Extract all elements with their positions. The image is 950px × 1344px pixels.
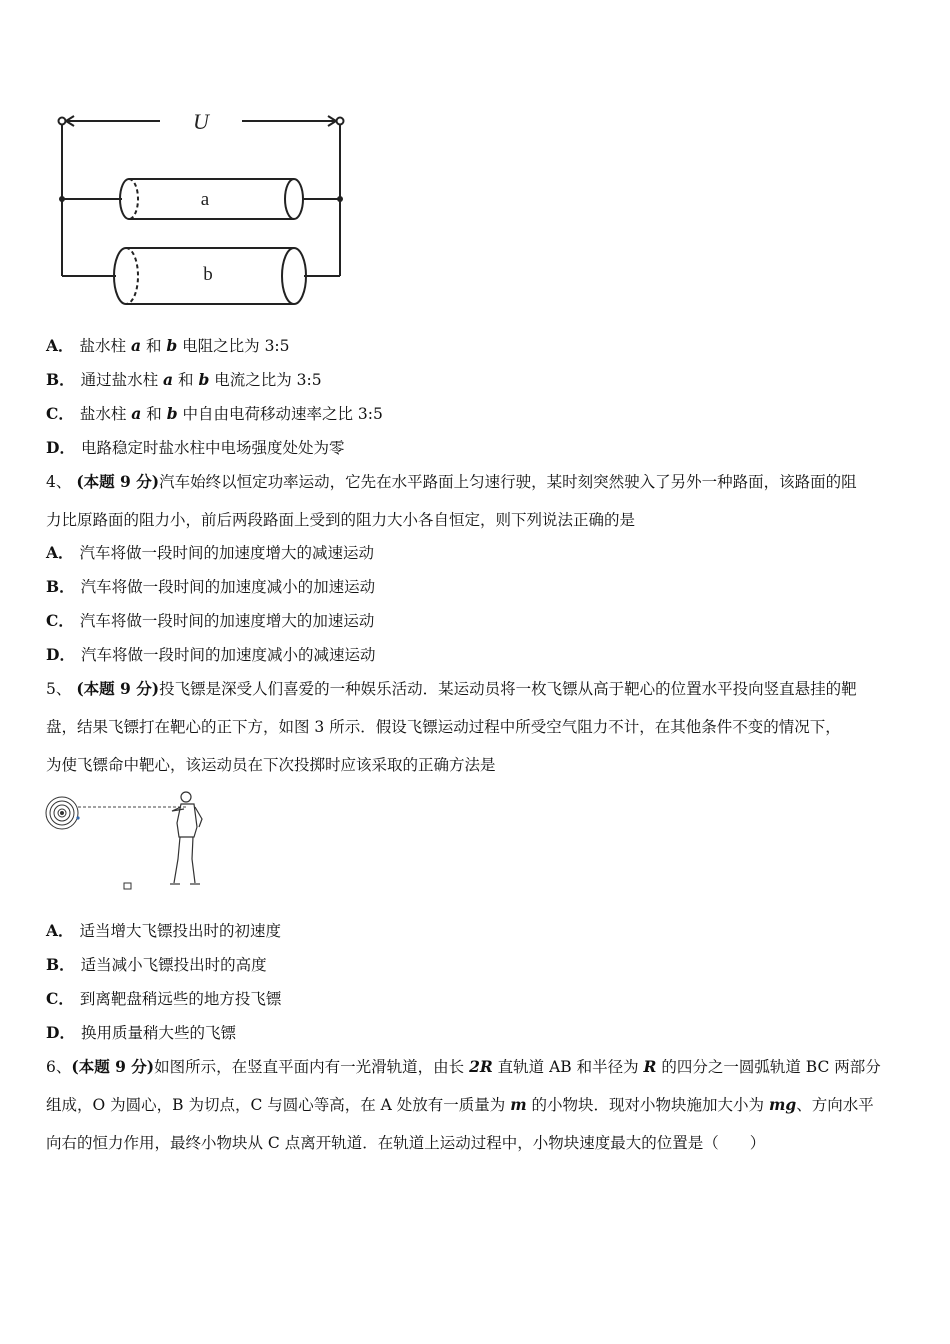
q5-option-a: A． 适当增大飞镖投出时的初速度 — [46, 921, 282, 940]
q4-option-b: B． 汽车将做一段时间的加速度减小的加速运动 — [46, 577, 376, 596]
q3-option-d: D． 电路稳定时盐水柱中电场强度处处为零 — [46, 438, 345, 457]
voltage-label: U — [193, 109, 209, 134]
q5-option-d: D． 换用质量稍大些的飞镖 — [46, 1023, 236, 1042]
dartboard-icon — [46, 797, 78, 829]
dart-hit-icon — [76, 816, 79, 819]
q5-stem-line3: 为使飞镖命中靶心，该运动员在下次投掷时应该采取的正确方法是 — [46, 756, 496, 774]
q5-stem-line1: 5、 (本题 9 分)投飞镖是深受人们喜爱的一种娱乐活动．某运动员将一枚飞镖从高于靶心的位置水平投向竖直悬挂的靶 — [46, 679, 857, 698]
q5-stem-line2: 盘，结果飞镖打在靶心的正下方，如图 3 所示．假设飞镖运动过程中所受空气阻力不计，在其他条件不变的情况下， — [46, 718, 841, 736]
q3-option-c: C． 盐水柱 a 和 b 中自由电荷移动速率之比 3:5 — [46, 404, 383, 423]
q3-option-a: A． 盐水柱 a 和 b 电阻之比为 3:5 — [46, 336, 290, 355]
thrower-icon — [170, 792, 202, 884]
q4-stem-line2: 力比原路面的阻力小，前后两段路面上受到的阻力大小各自恒定，则下列说法正确的是 — [46, 511, 636, 529]
q4-option-d: D． 汽车将做一段时间的加速度减小的减速运动 — [46, 645, 376, 664]
dart-figure — [44, 787, 214, 890]
q6-stem-line3: 向右的恒力作用，最终小物块从 C 点离开轨道．在轨道上运动过程中，小物块速度最大的位置是（ ） — [46, 1134, 766, 1152]
q3-option-b: B． 通过盐水柱 a 和 b 电流之比为 3:5 — [46, 370, 322, 389]
q4-option-c: C． 汽车将做一段时间的加速度增大的加速运动 — [46, 611, 375, 630]
q4-option-a: A． 汽车将做一段时间的加速度增大的减速运动 — [46, 543, 375, 562]
circuit-figure — [52, 104, 352, 309]
q4-stem-line1: 4、 (本题 9 分)汽车始终以恒定功率运动，它先在水平路面上匀速行驶，某时刻突然驶入了另外一种路面，该路面的阻 — [46, 472, 857, 491]
q5-option-c: C． 到离靶盘稍远些的地方投飞镖 — [46, 989, 282, 1008]
q5-option-b: B． 适当减小飞镖投出时的高度 — [46, 955, 267, 974]
q6-stem-line1: 6、(本题 9 分)如图所示，在竖直平面内有一光滑轨道，由长 2R 直轨道 AB 和半径为 R 的四分之一圆弧轨道 BC 两部分 — [46, 1057, 881, 1076]
column-a-label: a — [200, 189, 210, 210]
q6-stem-line2: 组成，O 为圆心，B 为切点，C 与圆心等高，在 A 处放有一质量为 m 的小物块．现对小物块施加大小为 mg、方向水平 — [46, 1095, 874, 1114]
column-b-label: b — [203, 264, 213, 285]
